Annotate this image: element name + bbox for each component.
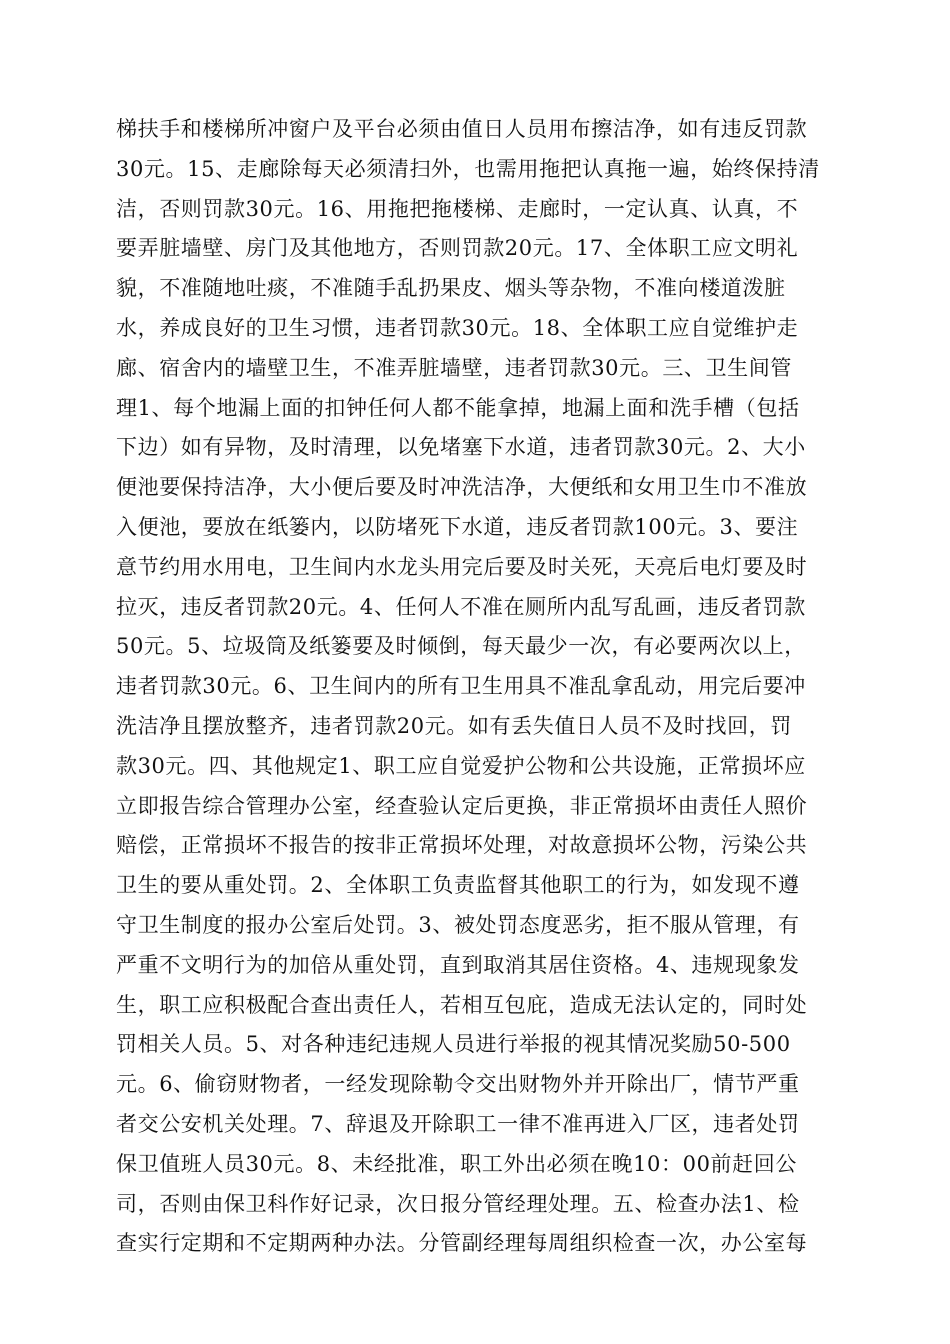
text-line: 洗洁净且摆放整齐，违者罚款20元。如有丢失值日人员不及时找回，罚 xyxy=(116,713,792,738)
text-line: 拉灭，违反者罚款20元。4、任何人不准在厕所内乱写乱画，违反者罚款 xyxy=(116,594,806,619)
text-line: 入便池，要放在纸篓内，以防堵死下水道，违反者罚款100元。3、要注 xyxy=(116,514,799,539)
text-line: 元。6、偷窃财物者，一经发现除勒令交出财物外并开除出厂，情节严重 xyxy=(116,1072,800,1097)
text-line: 守卫生制度的报办公室后处罚。3、被处罚态度恶劣，拒不服从管理，有 xyxy=(116,912,800,937)
text-line: 生，职工应积极配合查出责任人，若相互包庇，造成无法认定的，同时处 xyxy=(116,992,808,1017)
text-line: 要弄脏墙壁、房门及其他地方，否则罚款20元。17、全体职工应文明礼 xyxy=(116,236,799,261)
text-line: 下边）如有异物，及时清理，以免堵塞下水道，违者罚款30元。2、大小 xyxy=(116,435,806,460)
text-line: 赔偿，正常损坏不报告的按非正常损坏处理，对故意损坏公物，污染公共 xyxy=(116,833,808,858)
text-line: 立即报告综合管理办公室，经查验认定后更换，非正常损坏由责任人照价 xyxy=(116,793,808,818)
text-line: 罚相关人员。5、对各种违纪违规人员进行举报的视其情况奖励50-500 xyxy=(116,1032,791,1057)
body-text xyxy=(116,110,846,1264)
text-line: 查实行定期和不定期两种办法。分管副经理每周组织检查一次，办公室每 xyxy=(116,1231,808,1256)
text-line: 卫生的要从重处罚。2、全体职工负责监督其他职工的行为，如发现不遵 xyxy=(116,873,800,898)
text-line: 司，否则由保卫科作好记录，次日报分管经理处理。五、检查办法1、检 xyxy=(116,1191,800,1216)
text-line: 意节约用水用电，卫生间内水龙头用完后要及时关死，天亮后电灯要及时 xyxy=(116,554,808,579)
text-line: 貌，不准随地吐痰，不准随手乱扔果皮、烟头等杂物，不准向楼道泼脏 xyxy=(116,276,786,301)
text-line: 款30元。四、其他规定1、职工应自觉爱护公物和公共设施，正常损坏应 xyxy=(116,753,806,778)
text-line: 洁，否则罚款30元。16、用拖把拖楼梯、走廊时，一定认真、认真，不 xyxy=(116,196,799,221)
text-line: 梯扶手和楼梯所冲窗户及平台必须由值日人员用布擦洁净，如有违反罚款 xyxy=(116,117,808,141)
text-line: 廊、宿舍内的墙壁卫生，不准弄脏墙壁，违者罚款30元。三、卫生间管 xyxy=(116,355,792,380)
text-line: 50元。5、垃圾筒及纸篓要及时倾倒，每天最少一次，有必要两次以上， xyxy=(116,634,806,659)
text-line: 水，养成良好的卫生习惯，违者罚款30元。18、全体职工应自觉维护走 xyxy=(116,315,799,340)
text-line: 保卫值班人员30元。8、未经批准，职工外出必须在晚10：00前赶回公 xyxy=(116,1151,797,1176)
text-line: 严重不文明行为的加倍从重处罚，直到取消其居住资格。4、违规现象发 xyxy=(116,952,800,977)
text-line: 30元。15、走廊除每天必须清扫外，也需用拖把认真拖一遍，始终保持清 xyxy=(116,156,820,181)
text-line: 便池要保持洁净，大小便后要及时冲洗洁净，大便纸和女用卫生巾不准放 xyxy=(116,475,808,500)
text-line: 理1、每个地漏上面的扣钟任何人都不能拿掉，地漏上面和洗手槽（包括 xyxy=(116,395,800,420)
text-line: 违者罚款30元。6、卫生间内的所有卫生用具不准乱拿乱动，用完后要冲 xyxy=(116,674,806,699)
text-line: 者交公安机关处理。7、辞退及开除职工一律不准再进入厂区，违者处罚 xyxy=(116,1111,800,1136)
